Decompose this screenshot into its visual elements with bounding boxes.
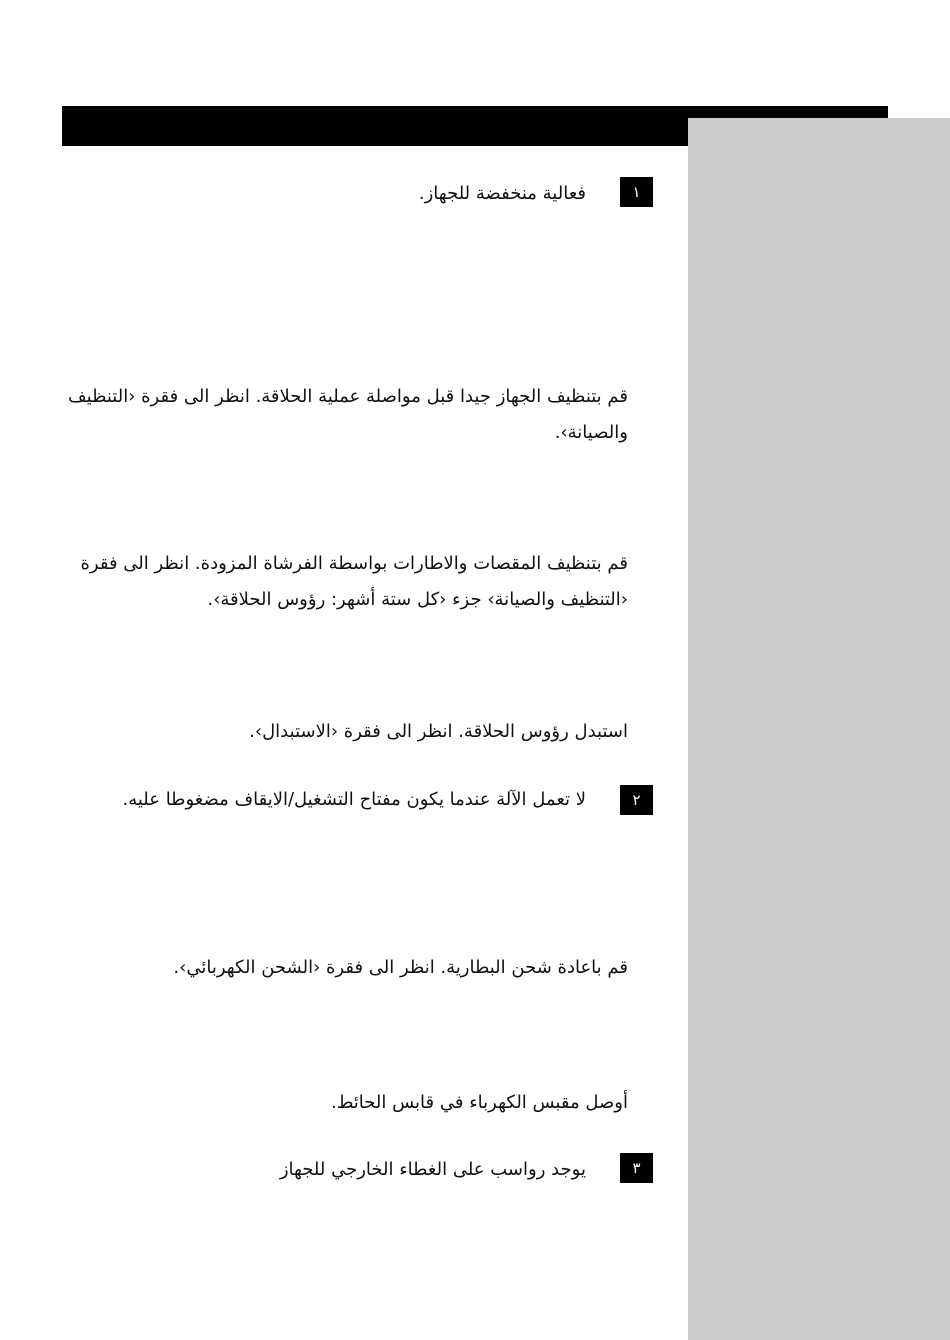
problem-text: فعالية منخفضة للجهاز. <box>418 183 586 204</box>
problem-text: يوجد رواسب على الغطاء الخارجي للجهاز <box>279 1159 586 1180</box>
problem-text: لا تعمل الآلة عندما يكون مفتاح التشغيل/الايقاف مضغوطا عليه. <box>122 789 586 810</box>
problem-number-badge: ٢ <box>620 785 653 815</box>
problem-number-badge: ١ <box>620 177 653 207</box>
problem-number-badge: ٣ <box>620 1153 653 1183</box>
side-panel <box>688 118 950 1340</box>
solution-text: استبدل رؤوس الحلاقة. انظر الى فقرة ‹الاستبدال›. <box>249 721 628 742</box>
solution-text: قم بتنظيف المقصات والاطارات بواسطة الفرشاة المزودة. انظر الى فقرة ‹التنظيف والصيانة› جزء ‹كل ستة أشهر: رؤوس الحلاقة›. <box>80 553 628 610</box>
solution-text: قم بتنظيف الجهاز جيدا قبل مواصلة عملية الحلاقة. انظر الى فقرة ‹التنظيف والصيانة›. <box>68 386 628 443</box>
solution-text: أوصل مقبس الكهرباء في قابس الحائط. <box>330 1092 628 1113</box>
solution-text: قم باعادة شحن البطارية. انظر الى فقرة ‹الشحن الكهربائي›. <box>173 957 628 978</box>
